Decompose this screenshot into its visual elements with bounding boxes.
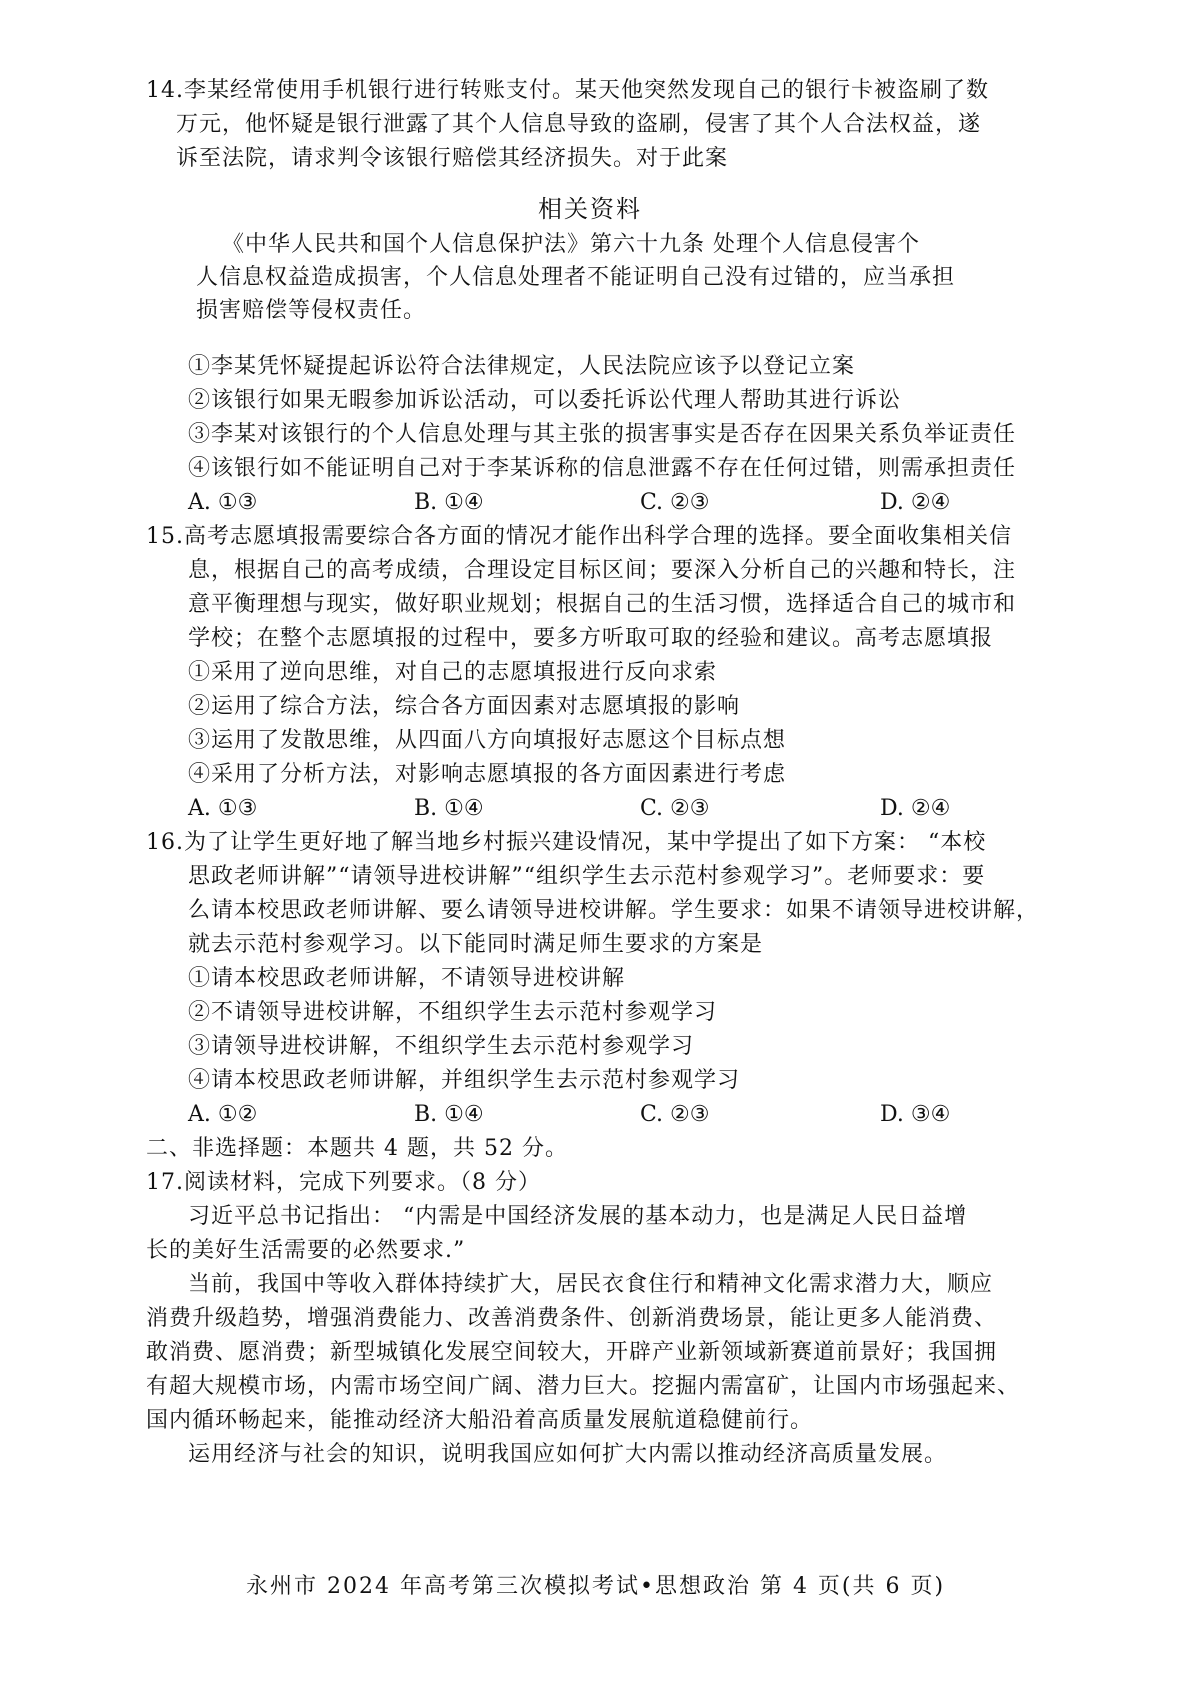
q15-options: [188, 794, 988, 824]
q17-question: 运用经济与社会的知识，说明我国应如何扩大内需以推动经济高质量发展。: [188, 1442, 948, 1467]
q16-option-d: D. ③④: [880, 1102, 951, 1127]
section-heading: 二、非选择题：本题共 4 题，共 52 分。: [146, 1136, 568, 1161]
q14-option-b: B. ①④: [414, 490, 484, 515]
q17-material-line-3: 当前，我国中等收入群体持续扩大，居民衣食住行和精神文化需求潜力大，顺应: [188, 1272, 994, 1297]
q14-material-title: 相关资料: [538, 195, 642, 223]
q15-statement-4: ④采用了分析方法，对影响志愿填报的各方面因素进行考虑: [188, 762, 787, 787]
q14-option-c: C. ②③: [640, 490, 710, 515]
q16-stem-line-4: 就去示范村参观学习。以下能同时满足师生要求的方案是: [188, 932, 764, 957]
q17-material-line-5: 敢消费、愿消费；新型城镇化发展空间较大，开辟产业新领域新赛道前景好；我国拥: [146, 1340, 998, 1365]
q14-options: [188, 488, 988, 518]
q15-option-c: C. ②③: [640, 796, 710, 821]
q15-stem-line-3: 意平衡理想与现实，做好职业规划；根据自己的生活习惯，选择适合自己的城市和: [188, 592, 1017, 617]
q17-material-line-2: 长的美好生活需要的必然要求.”: [146, 1238, 466, 1263]
q16-statement-3: ③请领导进校讲解，不组织学生去示范村参观学习: [188, 1034, 695, 1059]
q17-material-line-1: 习近平总书记指出： “内需是中国经济发展的基本动力，也是满足人民日益增: [188, 1204, 968, 1229]
q14-statement-2: ②该银行如果无暇参加诉讼活动，可以委托诉讼代理人帮助其进行诉讼: [188, 388, 902, 413]
q14-statement-3: ③李某对该银行的个人信息处理与其主张的损害事实是否存在因果关系负举证责任: [188, 422, 1017, 447]
q16-options: [188, 1100, 988, 1130]
q16-stem-line-1: 16.为了让学生更好地了解当地乡村振兴建设情况，某中学提出了如下方案： “本校: [146, 830, 987, 855]
q15-stem-line-2: 息，根据自己的高考成绩，合理设定目标区间；要深入分析自己的兴趣和特长，注: [188, 558, 1017, 583]
q14-option-d: D. ②④: [880, 490, 951, 515]
q14-statement-4: ④该银行如不能证明自己对于李某诉称的信息泄露不存在任何过错，则需承担责任: [188, 456, 1017, 481]
q15-statement-1: ①采用了逆向思维，对自己的志愿填报进行反向求索: [188, 660, 718, 685]
q16-stem-line-3: 么请本校思政老师讲解、要么请领导进校讲解。学生要求：如果不请领导进校讲解，: [188, 898, 1040, 923]
q14-stem-line-3: 诉至法院，请求判令该银行赔偿其经济损失。对于此案: [176, 146, 729, 171]
q15-option-b: B. ①④: [414, 796, 484, 821]
page-footer: 永州市 2024 年高考第三次模拟考试•思想政治 第 4 页(共 6 页): [246, 1574, 946, 1599]
q15-stem-line-1: 15.高考志愿填报需要综合各方面的情况才能作出科学合理的选择。要全面收集相关信: [146, 524, 1012, 549]
q17-material-line-6: 有超大规模市场，内需市场空间广阔、潜力巨大。挖掘内需富矿，让国内市场强起来、: [146, 1374, 1021, 1399]
q14-material-line-3: 损害赔偿等侵权责任。: [196, 298, 427, 323]
q15-option-a: A. ①③: [188, 796, 258, 821]
q17-title: 17.阅读材料，完成下列要求。（8 分）: [146, 1170, 541, 1195]
q15-statement-3: ③运用了发散思维，从四面八方向填报好志愿这个目标点想: [188, 728, 787, 753]
q16-option-a: A. ①②: [188, 1102, 258, 1127]
q17-material-line-4: 消费升级趋势，增强消费能力、改善消费条件、创新消费场景，能让更多人能消费、: [146, 1306, 998, 1331]
q17-material-line-7: 国内循环畅起来，能推动经济大船沿着高质量发展航道稳健前行。: [146, 1408, 814, 1433]
q16-statement-1: ①请本校思政老师讲解，不请领导进校讲解: [188, 966, 626, 991]
q15-statement-2: ②运用了综合方法，综合各方面因素对志愿填报的影响: [188, 694, 741, 719]
q16-option-c: C. ②③: [640, 1102, 710, 1127]
q14-stem-line-2: 万元，他怀疑是银行泄露了其个人信息导致的盗刷，侵害了其个人合法权益，遂: [176, 112, 982, 137]
q15-stem-line-4: 学校；在整个志愿填报的过程中，要多方听取可取的经验和建议。高考志愿填报: [188, 626, 994, 651]
q16-statement-4: ④请本校思政老师讲解，并组织学生去示范村参观学习: [188, 1068, 741, 1093]
q14-material-line-1: 《中华人民共和国个人信息保护法》第六十九条 处理个人信息侵害个: [222, 232, 920, 257]
q16-option-b: B. ①④: [414, 1102, 484, 1127]
q16-statement-2: ②不请领导进校讲解，不组织学生去示范村参观学习: [188, 1000, 718, 1025]
q14-option-a: A. ①③: [188, 490, 258, 515]
q14-material-line-2: 人信息权益造成损害，个人信息处理者不能证明自己没有过错的，应当承担: [196, 265, 956, 290]
q15-option-d: D. ②④: [880, 796, 951, 821]
q16-stem-line-2: 思政老师讲解”“请领导进校讲解”“组织学生去示范村参观学习”。老师要求：要: [188, 864, 986, 889]
q14-stem-line-1: 14.李某经常使用手机银行进行转账支付。某天他突然发现自己的银行卡被盗刷了数: [146, 78, 989, 103]
q14-statement-1: ①李某凭怀疑提起诉讼符合法律规定，人民法院应该予以登记立案: [188, 354, 856, 379]
